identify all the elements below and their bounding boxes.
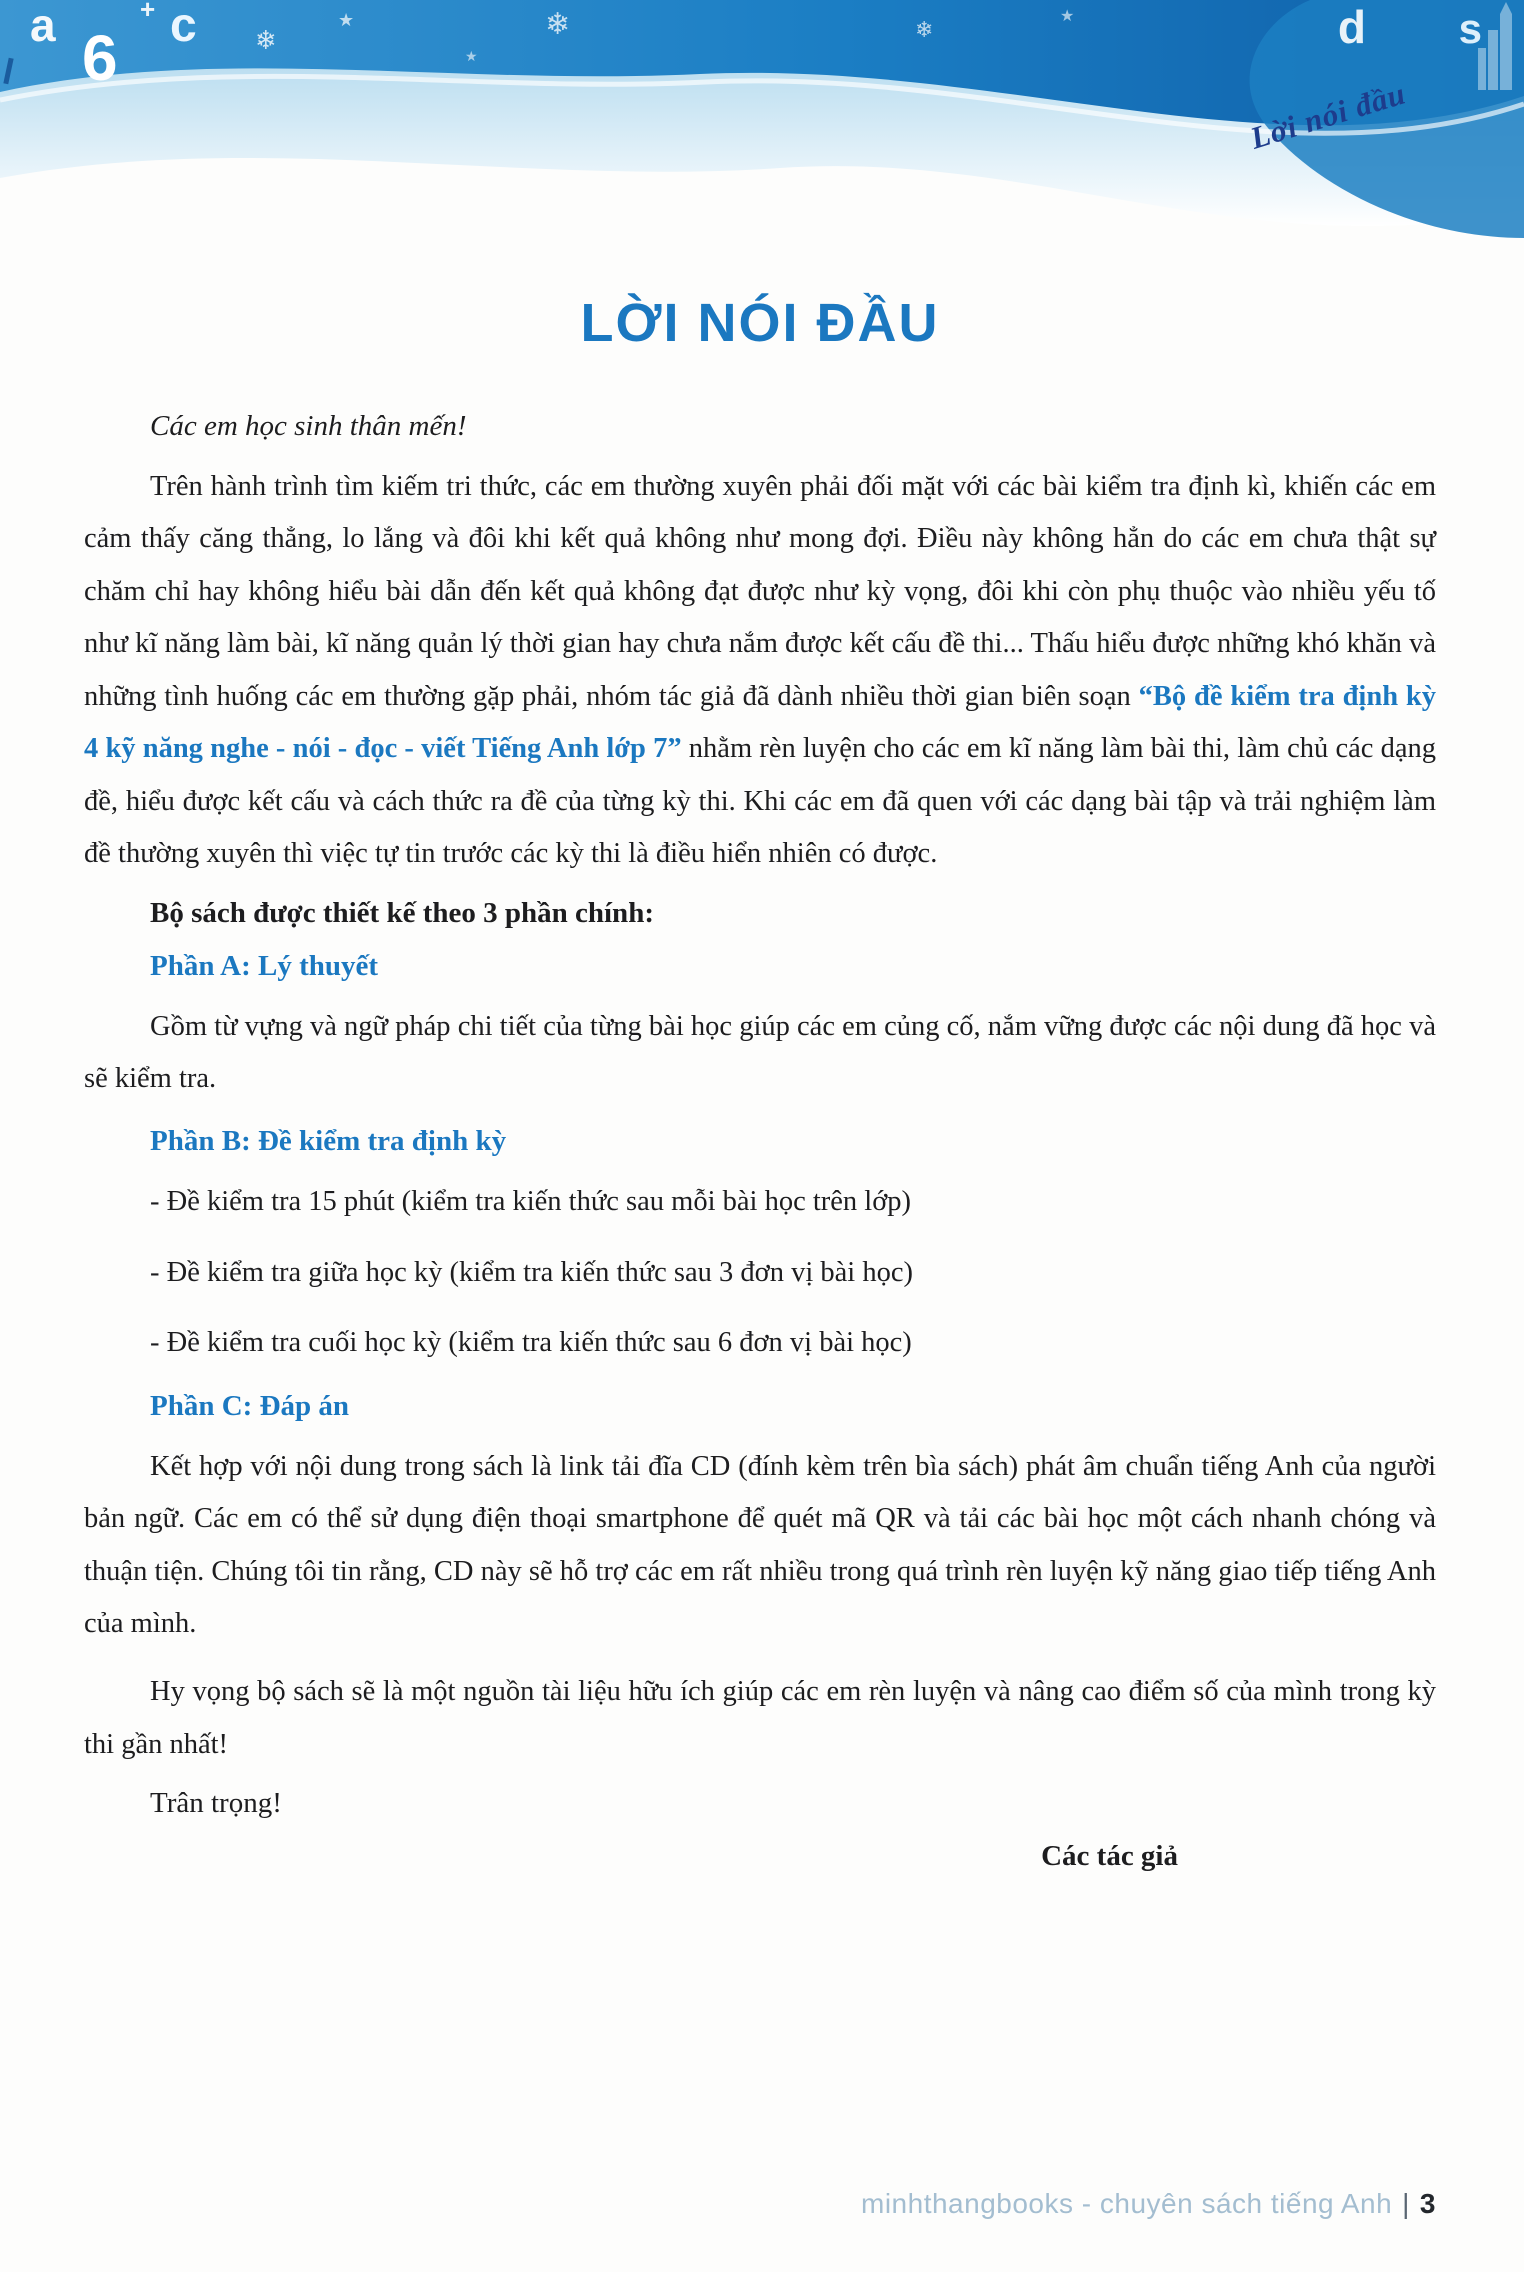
star-icon: ★ bbox=[1060, 6, 1075, 25]
snowflake-icon: ❄ bbox=[545, 7, 571, 42]
intro-text-before: Trên hành trình tìm kiếm tri thức, các em thường xuyên phải đối mặt với các bài kiểm tra định kì, khiến các em cảm thấy căng thẳng, lo lắng và đôi khi kết quả không như mong đợi. Điều này không hẳn do các em chưa thật sự chăm chỉ hay không hiểu bài dẫn đến kết quả không đạt được như kỳ vọng, đôi khi còn phụ thuộc vào nhiều yếu tố như kĩ năng làm bài, kĩ năng quản lý thời gian hay chưa nắm được kết cấu đề thi... Thấu hiểu được những khó khăn và những tình huống các em thường gặp phải, nhóm tác giả đã dành nhiều thời gian biên soạn bbox=[84, 471, 1436, 712]
snowflake-icon: ❄ bbox=[915, 18, 934, 43]
overview-line: Bộ sách được thiết kế theo 3 phần chính: bbox=[150, 896, 654, 929]
footer-separator: | bbox=[1402, 2188, 1410, 2219]
greeting-line: Các em học sinh thân mến! bbox=[150, 410, 467, 442]
footer-page-number: 3 bbox=[1419, 2188, 1436, 2219]
part-b-heading: Phần B: Đề kiểm tra định kỳ bbox=[150, 1125, 507, 1158]
page-title: LỜI NÓI ĐẦU bbox=[580, 293, 940, 353]
banner-caption: Lời nói đầu bbox=[1245, 75, 1410, 156]
part-a-paragraph: Gồm từ vựng và ngữ pháp chi tiết của từng bài học giúp các em củng cố, nắm vững được các nội dung đã học và sẽ kiểm tra. bbox=[84, 1010, 1436, 1094]
banner-letter: s bbox=[1458, 5, 1482, 52]
star-icon: ★ bbox=[465, 49, 478, 65]
intro-text-after: nhằm rèn luyện cho các em kĩ năng làm bài thi, làm chủ các dạng đề, hiểu được kết cấu và cách thức ra đề của từng kỳ thi. Khi các em đã quen với các dạng bài tập và trải nghiệm làm đề thường xuyên thì việc tự tin trước các kỳ thi là điều hiển nhiên có được. bbox=[84, 733, 1436, 870]
part-c-heading: Phần C: Đáp án bbox=[150, 1389, 350, 1422]
exam-item: - Đề kiểm tra 15 phút (kiểm tra kiến thức sau mỗi bài học trên lớp) bbox=[150, 1186, 912, 1218]
footer-brand: minhthangbooks - chuyên sách tiếng Anh bbox=[861, 2188, 1393, 2219]
banner-letter: 6 bbox=[82, 22, 118, 94]
part-a-heading: Phần A: Lý thuyết bbox=[150, 949, 379, 982]
exam-item: - Đề kiểm tra giữa học kỳ (kiểm tra kiến thức sau 3 đơn vị bài học) bbox=[150, 1256, 913, 1288]
highlight-book-title: “Bộ đề kiểm tra định kỳ 4 kỹ năng nghe - nói - đọc - viết Tiếng Anh lớp 7” bbox=[84, 680, 1436, 765]
banner-letter: c bbox=[170, 0, 197, 52]
hope-paragraph: Hy vọng bộ sách sẽ là một nguồn tài liệu hữu ích giúp các em rèn luyện và nâng cao điểm số của mình trong kỳ thi gần nhất! bbox=[84, 1676, 1436, 1760]
page-footer bbox=[861, 2188, 1436, 2220]
snowflake-icon: ❄ bbox=[255, 26, 277, 56]
regards-line: Trân trọng! bbox=[150, 1787, 282, 1820]
intro-paragraph bbox=[84, 461, 1436, 881]
plus-glyph: + bbox=[140, 0, 156, 24]
star-icon: ★ bbox=[338, 10, 355, 31]
exam-item: - Đề kiểm tra cuối học kỳ (kiểm tra kiến thức sau 6 đơn vị bài học) bbox=[150, 1327, 912, 1359]
banner-letter: a bbox=[30, 0, 56, 51]
cd-paragraph: Kết hợp với nội dung trong sách là link tải đĩa CD (đính kèm trên bìa sách) phát âm chuẩn tiếng Anh của người bản ngữ. Các em có thể sử dụng điện thoại smartphone để quét mã QR và tải các bài học một cách nhanh chóng và thuận tiện. Chúng tôi tin rằng, CD này sẽ hỗ trợ các em rất nhiều trong quá trình rèn luyện kỹ năng giao tiếp tiếng Anh của mình. bbox=[84, 1450, 1436, 1639]
authors-signature: Các tác giả bbox=[1041, 1840, 1178, 1873]
banner-letter: d bbox=[1337, 1, 1366, 53]
